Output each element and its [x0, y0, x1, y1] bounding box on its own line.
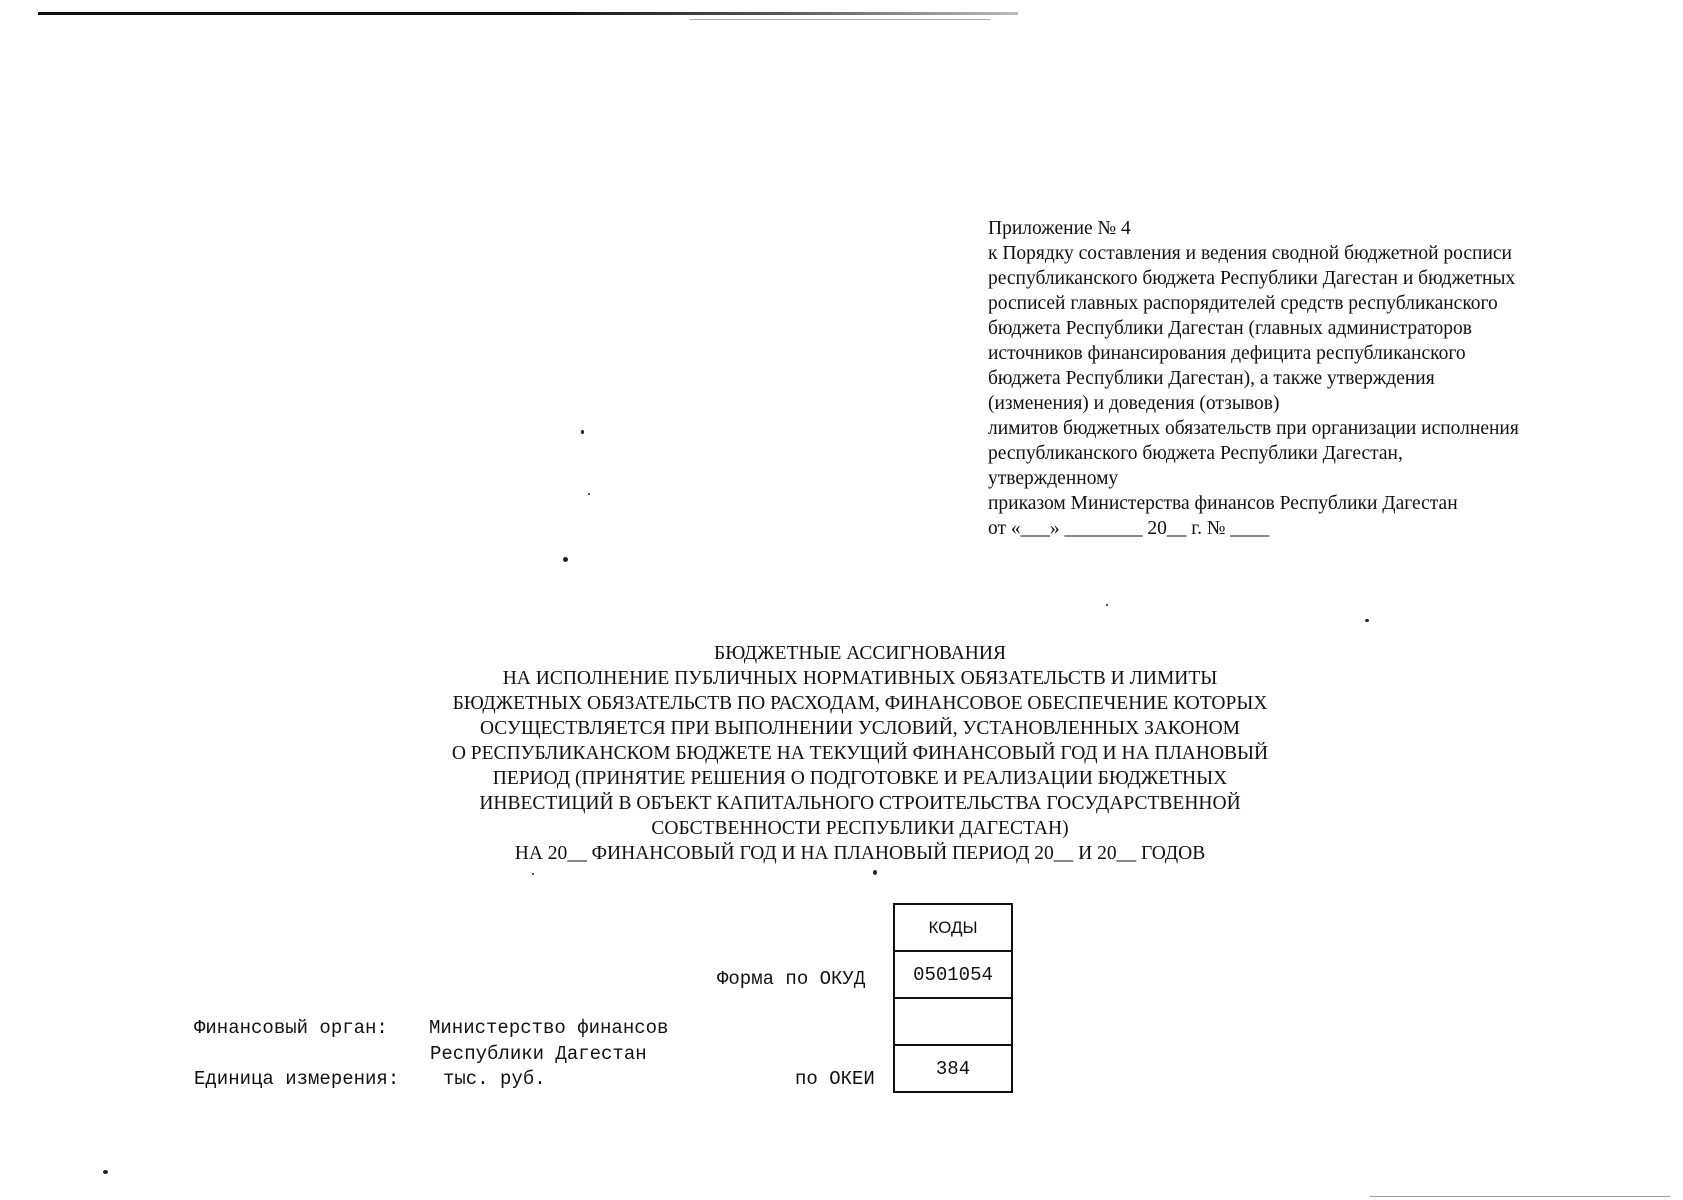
scan-speck	[1365, 619, 1369, 622]
scan-speck	[581, 430, 584, 434]
appendix-line: бюджета Республики Дагестан (главных администраторов	[988, 318, 1473, 339]
financial-body-value: Министерство финансов	[429, 1017, 669, 1039]
scan-speck	[1106, 604, 1108, 606]
scan-artifact-top-rule-faint	[690, 19, 990, 20]
okud-code: 0501054	[894, 951, 1012, 998]
scan-artifact-bottom-rule	[1370, 1196, 1670, 1197]
unit-of-measure-label: Единица измерения:	[194, 1068, 400, 1090]
scan-speck	[103, 1170, 108, 1174]
title-line: ИНВЕСТИЦИЙ В ОБЪЕКТ КАПИТАЛЬНОГО СТРОИТЕЛЬСТВА ГОСУДАРСТВЕННОЙ	[479, 793, 1241, 814]
financial-body-value-cont: Республики Дагестан	[430, 1043, 647, 1065]
appendix-line: источников финансирования дефицита республиканского	[988, 343, 1466, 364]
title-line: НА ИСПОЛНЕНИЕ ПУБЛИЧНЫХ НОРМАТИВНЫХ ОБЯЗАТЕЛЬСТВ И ЛИМИТЫ	[502, 668, 1218, 689]
title-line: НА 20__ ФИНАНСОВЫЙ ГОД И НА ПЛАНОВЫЙ ПЕРИОД 20__ И 20__ ГОДОВ	[514, 843, 1206, 864]
codes-table	[893, 903, 1013, 1093]
okud-form-label: Форма по ОКУД	[717, 968, 866, 990]
codes-header-row	[894, 904, 1012, 951]
scan-artifact-top-rule	[38, 12, 1018, 15]
codes-okud-row	[894, 951, 1012, 998]
appendix-line: от «___» ________ 20__ г. № ____	[988, 518, 1270, 539]
scan-speck	[873, 870, 877, 875]
scan-speck	[532, 873, 534, 875]
title-line: БЮДЖЕТНЫХ ОБЯЗАТЕЛЬСТВ ПО РАСХОДАМ, ФИНАНСОВОЕ ОБЕСПЕЧЕНИЕ КОТОРЫХ	[452, 693, 1268, 714]
appendix-line: приказом Министерства финансов Республики Дагестан	[988, 493, 1458, 514]
appendix-line: республиканского бюджета Республики Дагестан,	[988, 443, 1403, 464]
appendix-line: республиканского бюджета Республики Дагестан и бюджетных	[988, 268, 1516, 289]
financial-body-code	[894, 998, 1012, 1045]
scan-speck	[588, 493, 590, 495]
appendix-reference-block	[988, 216, 1648, 541]
appendix-line: к Порядку составления и ведения сводной бюджетной росписи	[988, 243, 1512, 264]
title-line: О РЕСПУБЛИКАНСКОМ БЮДЖЕТЕ НА ТЕКУЩИЙ ФИНАНСОВЫЙ ГОД И НА ПЛАНОВЫЙ	[451, 743, 1269, 764]
scan-speck	[563, 557, 568, 562]
unit-of-measure-value: тыс. руб.	[443, 1068, 546, 1090]
document-title	[380, 641, 1340, 866]
appendix-line: утвержденному	[988, 468, 1119, 489]
appendix-line: бюджета Республики Дагестан), а также утверждения	[988, 368, 1435, 389]
appendix-line: росписей главных распорядителей средств республиканского	[988, 293, 1498, 314]
okei-label: по ОКЕИ	[795, 1068, 875, 1090]
title-line: ПЕРИОД (ПРИНЯТИЕ РЕШЕНИЯ О ПОДГОТОВКЕ И РЕАЛИЗАЦИИ БЮДЖЕТНЫХ	[492, 768, 1228, 789]
title-line: БЮДЖЕТНЫЕ АССИГНОВАНИЯ	[714, 643, 1006, 664]
codes-financial-body-row	[894, 998, 1012, 1045]
appendix-line: Приложение № 4	[988, 218, 1131, 239]
okei-code: 384	[894, 1045, 1012, 1092]
appendix-line: (изменения) и доведения (отзывов)	[988, 393, 1280, 414]
codes-header: КОДЫ	[894, 904, 1012, 951]
title-line: ОСУЩЕСТВЛЯЕТСЯ ПРИ ВЫПОЛНЕНИИ УСЛОВИЙ, УСТАНОВЛЕННЫХ ЗАКОНОМ	[479, 718, 1241, 739]
financial-body-label: Финансовый орган:	[194, 1017, 388, 1039]
title-line: СОБСТВЕННОСТИ РЕСПУБЛИКИ ДАГЕСТАН)	[651, 818, 1069, 839]
codes-okei-row	[894, 1045, 1012, 1092]
appendix-line: лимитов бюджетных обязательств при организации исполнения	[988, 418, 1519, 439]
